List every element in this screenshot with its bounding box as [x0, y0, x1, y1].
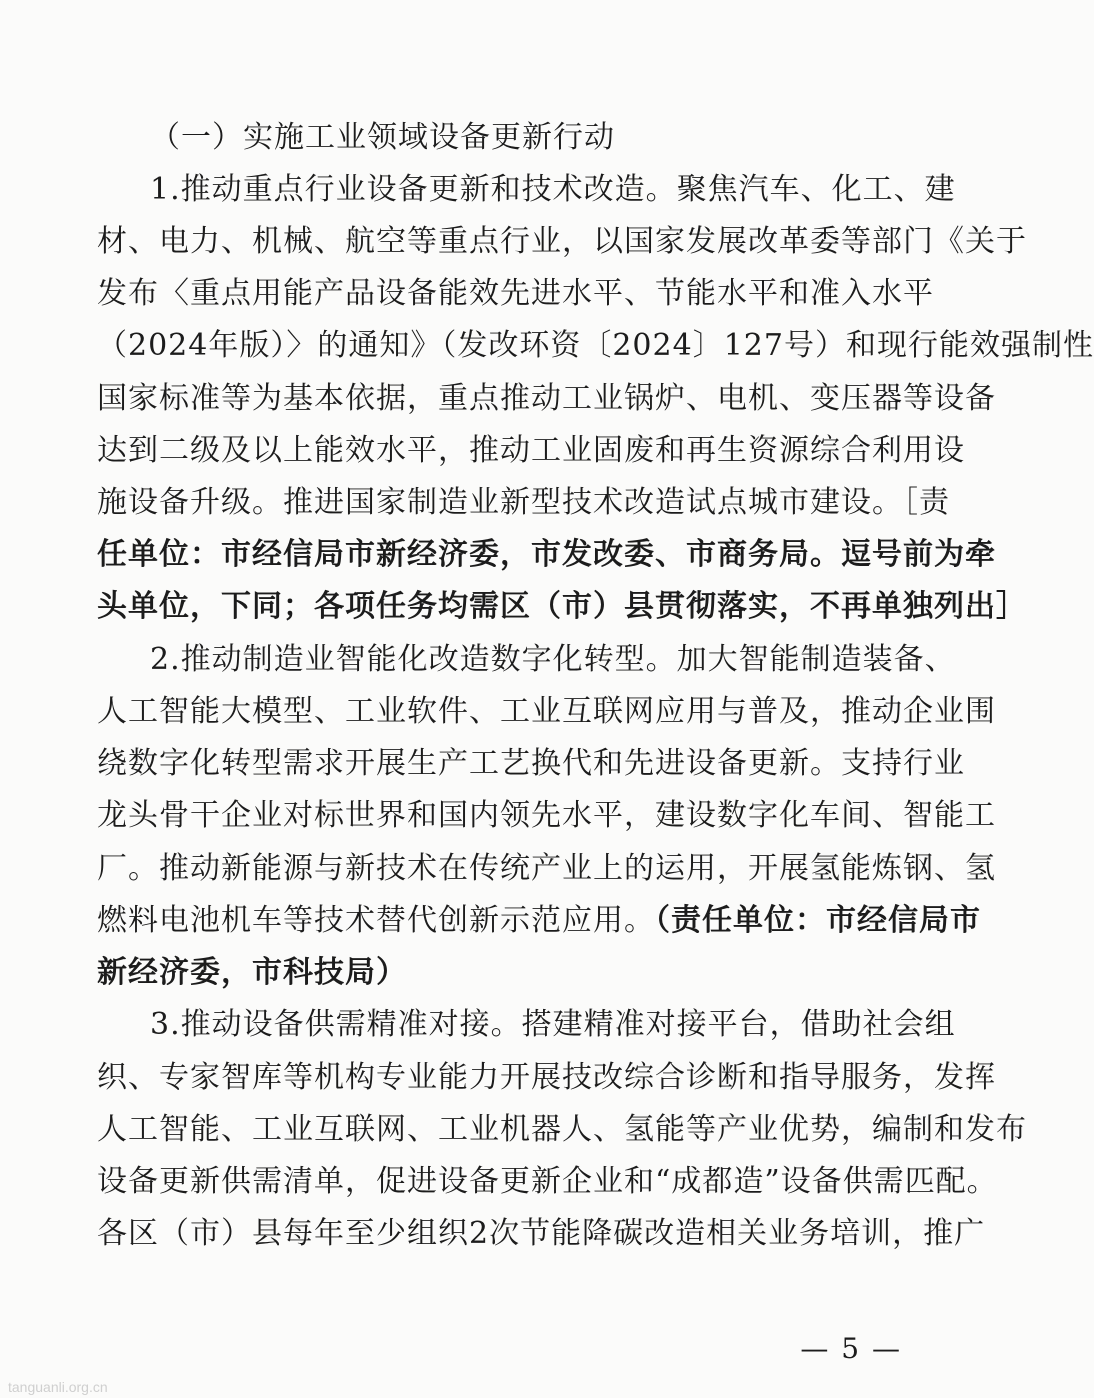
paragraph-1-line-1: 1.推动重点行业设备更新和技术改造。聚焦汽车、化工、建: [150, 172, 956, 207]
paragraph-3-line-3: 人工智能、工业互联网、工业机器人、氢能等产业优势，编制和发布: [97, 1112, 1027, 1147]
page-number: — 5 —: [800, 1332, 902, 1365]
paragraph-2-line-6: [97, 901, 981, 941]
paragraph-1-line-5: 国家标准等为基本依据，重点推动工业锅炉、电机、变压器等设备: [97, 381, 996, 416]
paragraph-1-line-7: 施设备升级。推进国家制造业新型技术改造试点城市建设。［责: [97, 485, 950, 520]
paragraph-2-line-3: 绕数字化转型需求开展生产工艺换代和先进设备更新。支持行业: [97, 746, 965, 781]
paragraph-2-line-6-text: 燃料电池机车等技术替代创新示范应用。: [97, 903, 655, 938]
paragraph-2-line-2: 人工智能大模型、工业软件、工业互联网应用与普及，推动企业围: [97, 694, 996, 729]
paragraph-3-line-1: 3.推动设备供需精准对接。搭建精准对接平台，借助社会组: [150, 1007, 956, 1042]
paragraph-2-line-4: 龙头骨干企业对标世界和国内领先水平，建设数字化车间、智能工: [97, 798, 996, 833]
paragraph-1-line-6: 达到二级及以上能效水平，推动工业固废和再生资源综合利用设: [97, 433, 965, 468]
responsibility-note-end: 新经济委，市科技局）: [97, 955, 407, 990]
section-heading: （一）实施工业领域设备更新行动: [150, 120, 615, 155]
paragraph-2-line-1: 2.推动制造业智能化改造数字化转型。加大智能制造装备、: [150, 642, 956, 677]
paragraph-3-line-2: 织、专家智库等机构专业能力开展技改综合诊断和指导服务，发挥: [97, 1060, 996, 1095]
paragraph-3-line-5: 各区（市）县每年至少组织2次节能降碳改造相关业务培训，推广: [97, 1216, 986, 1251]
responsibility-note-line-1: 任单位：市经信局市新经济委，市发改委、市商务局。逗号前为牵: [97, 537, 996, 572]
paragraph-3-line-4: 设备更新供需清单，促进设备更新企业和“成都造”设备供需匹配。: [97, 1164, 998, 1199]
watermark: tanguanli.org.cn: [8, 1379, 108, 1395]
paragraph-1-line-3: 发布〈重点用能产品设备能效先进水平、节能水平和准入水平: [97, 276, 934, 311]
paragraph-1-line-2: 材、电力、机械、航空等重点行业，以国家发展改革委等部门《关于: [97, 224, 1027, 259]
paragraph-2-line-5: 厂。推动新能源与新技术在传统产业上的运用，开展氢能炼钢、氢: [97, 851, 996, 886]
responsibility-note-start: （责任单位：市经信局市: [655, 903, 981, 938]
responsibility-note-line-2: 头单位，下同；各项任务均需区（市）县贯彻落实，不再单独列出］: [97, 589, 1027, 624]
paragraph-1-line-4: （2024年版）〉的通知》（发改环资〔2024〕127号）和现行能效强制性: [97, 328, 1094, 363]
